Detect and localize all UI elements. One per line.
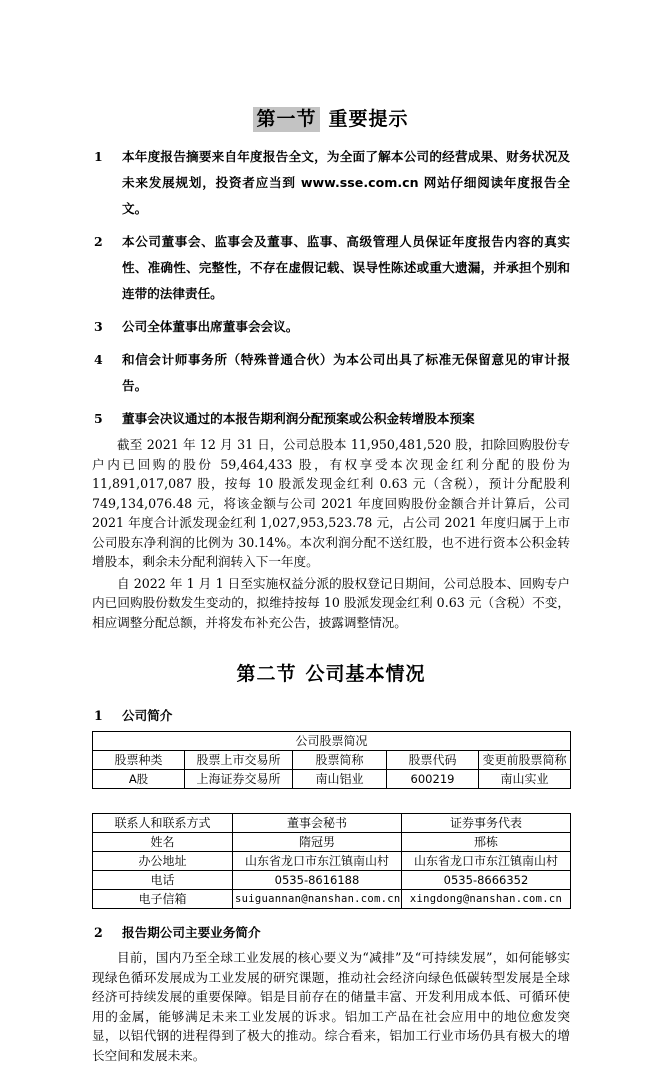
contact-row-address-secretary: 山东省龙口市东江镇南山村	[233, 852, 402, 871]
table-row	[93, 890, 571, 909]
contact-row-phone-secretary: 0535-8616188	[233, 871, 402, 890]
notice-item-3-number: 3	[94, 319, 103, 334]
table-row	[93, 770, 571, 789]
notice-item-1-text: 本年度报告摘要来自年度报告全文，为全面了解本公司的经营成果、财务状况及未来发展规划，投资者应当到 www.sse.com.cn 网站仔细阅读年度报告全文。	[122, 149, 570, 216]
table-spacer	[92, 789, 570, 813]
notice-item-5	[92, 406, 570, 432]
stock-table-header-prev-abbr: 变更前股票简称	[479, 751, 571, 770]
notice-item-2	[92, 229, 570, 307]
contact-table	[92, 813, 571, 909]
contact-row-name-label: 姓名	[93, 833, 233, 852]
subsection-company-profile-heading	[92, 706, 570, 726]
stock-table-header-abbr: 股票简称	[293, 751, 387, 770]
notice-item-5-text: 董事会决议通过的本报告期利润分配预案或公积金转增股本预案	[122, 411, 475, 426]
notice-item-1-number: 1	[94, 149, 103, 164]
table-row	[93, 871, 571, 890]
contact-row-name-representative: 邢栋	[402, 833, 571, 852]
contact-row-name-secretary: 隋冠男	[233, 833, 402, 852]
table-row	[93, 833, 571, 852]
business-overview-paragraph: 目前，国内乃至全球工业发展的核心要义为“减排”及“可持续发展”，如何能够实现绿色循环发展成为工业发展的研究课题，推动社会经济向绿色低碳转型发展是全球经济可持续发展的重要保障。铝是目前存在的储量丰富、开发利用成本低、可循环使用的金属，能够满足未来工业发展的诉求。铝加工产品在社会应用中的地位愈发突显，以铝代钢的进程得到了极大的推动。综合看来，铝加工行业市场仍具有极大的增长空间和发展未来。	[92, 950, 570, 1063]
dividend-adjustment-paragraph: 自 2022 年 1 月 1 日至实施权益分派的股权登记日期间，公司总股本、回购专户内已回购股份数发生变动的，拟维持按每 10 股派发现金红利 0.63 元（含税）不变，相应调整分配总额，并将发布补充公告，披露调整情况。	[92, 575, 570, 630]
section-2-heading-title: 公司基本情况	[305, 663, 426, 685]
stock-table-value-type: A股	[93, 770, 185, 789]
section-1-heading-prefix: 第一节	[253, 107, 319, 132]
section-1-heading-title: 重要提示	[328, 108, 409, 130]
subsection-2-number: 2	[94, 925, 103, 940]
subsection-2-title: 报告期公司主要业务简介	[122, 925, 261, 940]
notice-item-2-number: 2	[94, 234, 103, 249]
subsection-1-number: 1	[94, 708, 103, 723]
table-row	[93, 732, 571, 751]
page-content	[92, 0, 570, 1065]
notice-item-4-text: 和信会计师事务所（特殊普通合伙）为本公司出具了标准无保留意见的审计报告。	[122, 352, 570, 393]
section-2-heading-prefix: 第二节	[236, 663, 297, 685]
contact-row-email-secretary: suiguannan@nanshan.com.cn	[233, 890, 402, 909]
stock-table-value-abbr: 南山铝业	[293, 770, 387, 789]
contact-row-address-label: 办公地址	[93, 852, 233, 871]
contact-table-header-representative: 证券事务代表	[402, 814, 571, 833]
section-1-heading	[92, 0, 570, 131]
notice-item-5-number: 5	[94, 411, 103, 426]
notice-item-4	[92, 347, 570, 399]
section-2-heading	[92, 632, 570, 692]
table-row	[93, 814, 571, 833]
contact-row-phone-representative: 0535-8666352	[402, 871, 571, 890]
notice-item-2-text: 本公司董事会、监事会及董事、监事、高级管理人员保证年度报告内容的真实性、准确性、完整性，不存在虚假记载、误导性陈述或重大遗漏，并承担个别和连带的法律责任。	[122, 234, 570, 301]
stock-table-caption: 公司股票简况	[93, 732, 571, 751]
stock-table-header-code: 股票代码	[387, 751, 479, 770]
contact-row-phone-label: 电话	[93, 871, 233, 890]
notice-item-1	[92, 144, 570, 222]
subsection-1-title: 公司简介	[122, 708, 173, 723]
table-row	[93, 852, 571, 871]
dividend-plan-paragraph: 截至 2021 年 12 月 31 日，公司总股本 11,950,481,520 股，扣除回购股份专户内已回购的股份 59,464,433 股，有权享受本次现金红利分配的股份为 11,891,017,087 股，按每 10 股派发现金红利 0.63 元（含税），预计分配股利 749,134,076.48 元，将该金额与公司 2021 年度回购股份金额合并计算后，公司 2021 年度合计派发现金红利 1,027,953,523.78 元，占公司 2021 年度归属于上市公司股东净利润的比例为 30.14%。本次利润分配不送红股，也不进行资本公积金转增股本，剩余未分配利润转入下一年度。	[92, 437, 570, 569]
notice-item-3-text: 公司全体董事出席董事会会议。	[122, 319, 299, 334]
contact-table-header-secretary: 董事会秘书	[233, 814, 402, 833]
notice-item-4-number: 4	[94, 352, 103, 367]
contact-row-email-representative: xingdong@nanshan.com.cn	[402, 890, 571, 909]
stock-profile-table	[92, 731, 571, 789]
contact-row-address-representative: 山东省龙口市东江镇南山村	[402, 852, 571, 871]
notice-item-3	[92, 314, 570, 340]
table-row	[93, 751, 571, 770]
stock-table-header-type: 股票种类	[93, 751, 185, 770]
stock-table-value-code: 600219	[387, 770, 479, 789]
stock-table-value-prev-abbr: 南山实业	[479, 770, 571, 789]
contact-table-header-label: 联系人和联系方式	[93, 814, 233, 833]
stock-table-header-exchange: 股票上市交易所	[185, 751, 293, 770]
contact-row-email-label: 电子信箱	[93, 890, 233, 909]
subsection-business-overview-heading	[92, 923, 570, 943]
stock-table-value-exchange: 上海证券交易所	[185, 770, 293, 789]
